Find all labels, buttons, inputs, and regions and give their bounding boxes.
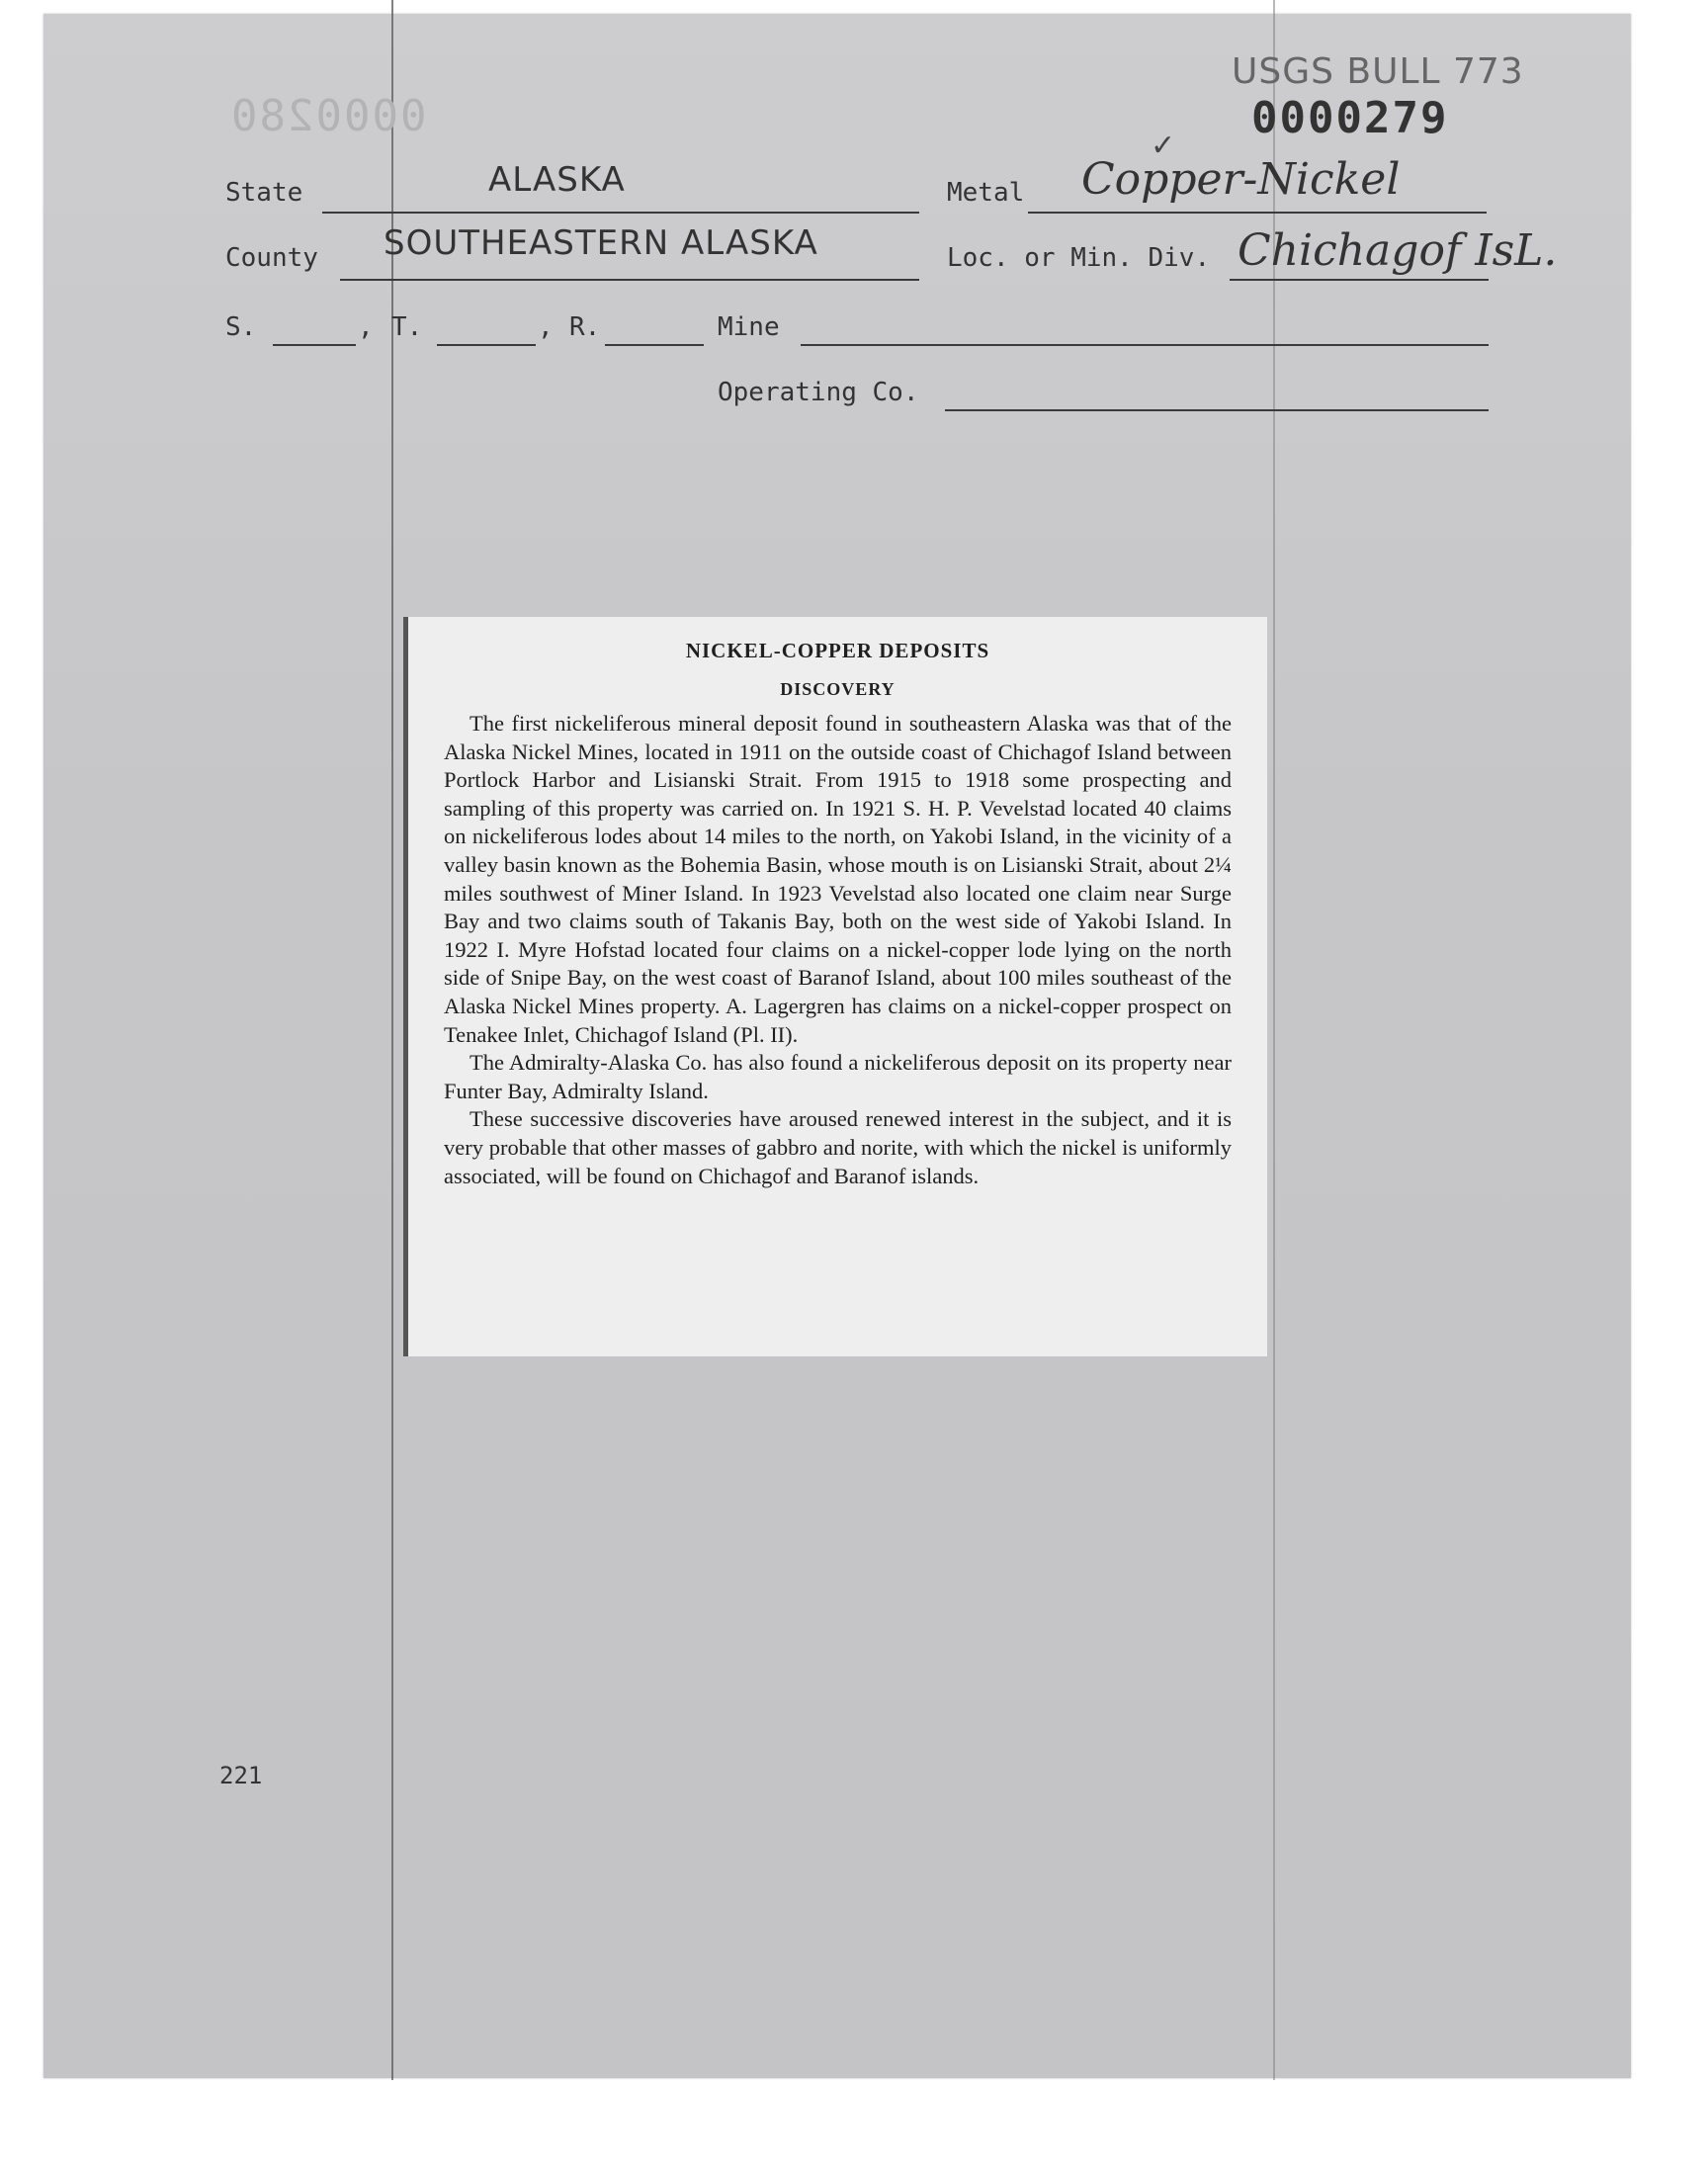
state-underline: [322, 212, 919, 214]
page-number: 221: [219, 1762, 263, 1789]
section-underline: [273, 344, 356, 346]
check-mark-icon: ✓: [1151, 129, 1176, 163]
text-clipping: [403, 617, 1267, 1356]
clipping-paragraph-2: The Admiralty-Alaska Co. has also found a nickeliferous deposit on its property near Funter Bay, Admiralty Island.: [444, 1050, 1232, 1103]
clipping-subtitle: DISCOVERY: [780, 679, 896, 699]
county-label: County: [225, 243, 318, 273]
loc-label: Loc. or Min. Div.: [947, 243, 1211, 273]
township-underline: [437, 344, 536, 346]
mine-label: Mine: [718, 312, 780, 342]
state-value: ALASKA: [488, 160, 626, 200]
county-underline: [340, 279, 919, 281]
stamp-number: 0000279: [1251, 93, 1449, 143]
township-label: T.: [391, 312, 423, 342]
mine-underline: [801, 344, 1489, 346]
metal-label: Metal: [947, 178, 1025, 208]
operating-label: Operating Co.: [718, 378, 919, 407]
comma-1: ,: [358, 312, 374, 342]
faint-mirrored-number: 0000280: [229, 91, 427, 141]
range-underline: [605, 344, 704, 346]
index-card: [43, 14, 1631, 2078]
comma-2: ,: [538, 312, 554, 342]
metal-value: Copper-Nickel: [1081, 154, 1401, 205]
state-label: State: [225, 178, 303, 208]
operating-underline: [945, 409, 1489, 411]
metal-underline: [1028, 212, 1487, 214]
right-margin-line: [1273, 0, 1275, 2080]
loc-value: Chichagof IsL.: [1238, 225, 1558, 276]
clipping-title: NICKEL-COPPER DEPOSITS: [685, 639, 990, 662]
stamp-title: USGS BULL 773: [1232, 51, 1524, 92]
clipping-paragraph-1: The first nickeliferous mineral deposit found in southeastern Alaska was that of the Alaska Nickel Mines, located in 1911 on the outside coast of Chichagof Island between Portlock Harbor and Lisianski Strait. From 1915 to 1918 some prospecting and sampling of this property was carried on. In 1921 S. H. P. Vevelstad located 40 claims on nickeliferous lodes about 14 miles to the north, on Yakobi Island, in the vicinity of a valley basin known as the Bohemia Basin, whose mouth is on Lisianski Strait, about 2¼ miles southwest of Miner Island. In 1923 Vevelstad also located one claim near Surge Bay and two claims south of Takanis Bay, both on the west side of Yakobi Island. In 1922 I. Myre Hofstad located four claims on a nickel-copper lode lying on the north side of Snipe Bay, on the west coast of Baranof Island, about 100 miles southeast of the Alaska Nickel Mines property. A. Lagergren has claims on a nickel-copper prospect on Tenakee Inlet, Chichagof Island (Pl. II).: [444, 711, 1232, 1047]
county-value: SOUTHEASTERN ALASKA: [384, 223, 818, 263]
section-label: S.: [225, 312, 257, 342]
clipping-paragraph-3: These successive discoveries have aroused renewed interest in the subject, and it is very probable that other masses of gabbro and norite, with which the nickel is uniformly associated, will be found on Chichagof and Baranof islands.: [444, 1106, 1232, 1188]
range-label: R.: [569, 312, 601, 342]
loc-underline: [1230, 279, 1489, 281]
